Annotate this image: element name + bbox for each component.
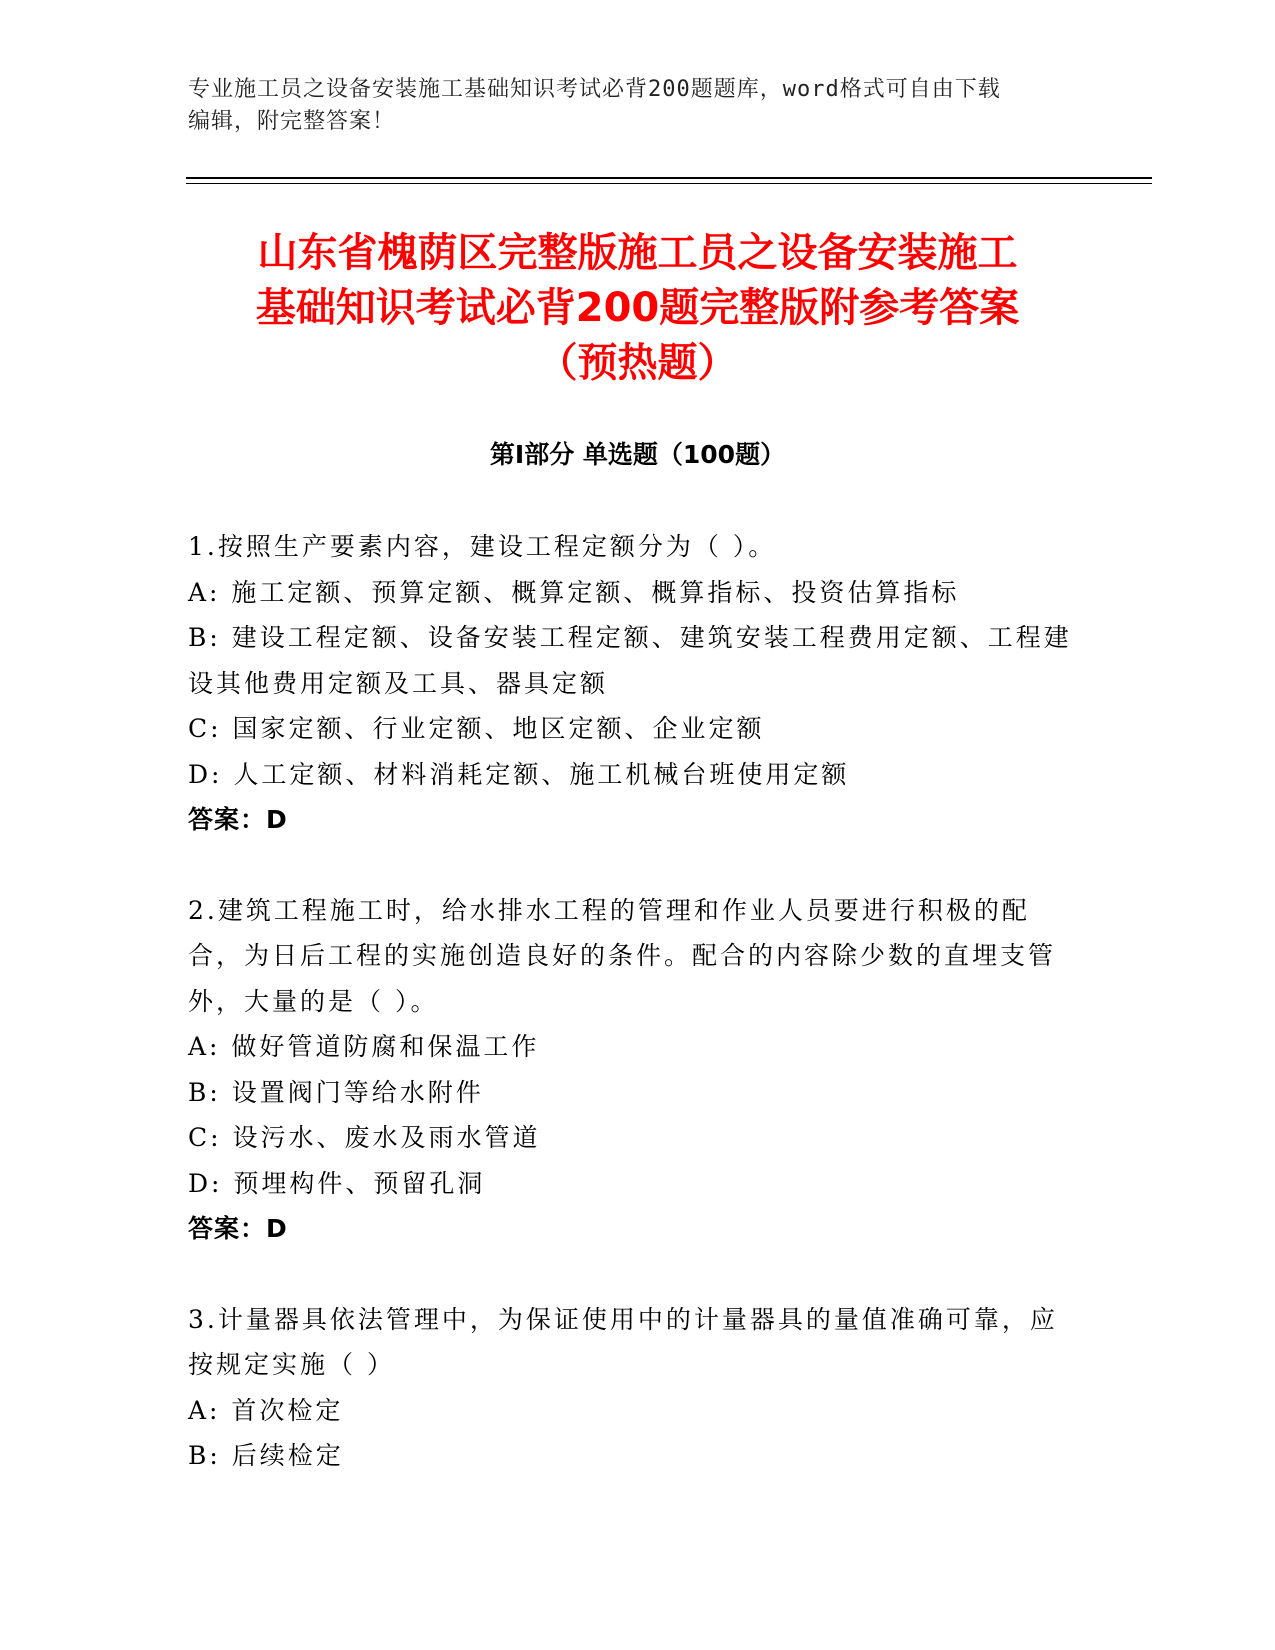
question-list [188,524,1078,1524]
question-item [188,524,1078,843]
question-option-c: C: 国家定额、行业定额、地区定额、企业定额 [188,714,765,743]
question-answer: 答案：D [188,805,288,834]
question-option-d: D: 预埋构件、预留孔洞 [188,1168,486,1198]
question-item [188,888,1078,1252]
question-option-b: B: 后续检定 [188,1441,344,1470]
question-stem: 1.按照生产要素内容，建设工程定额分为（ ）。 [188,532,777,561]
question-option-a: A: 施工定额、预算定额、概算定额、概算指标、投资估算指标 [188,577,960,607]
section-heading: 第Ⅰ部分 单选题（100题） [489,440,786,469]
question-stem: 3.计量器具依法管理中，为保证使用中的计量器具的量值准确可靠，应按规定实施（ ） [188,1304,1058,1379]
question-option-b: B: 设置阀门等给水附件 [188,1077,484,1107]
question-option-c: C: 设污水、废水及雨水管道 [188,1123,541,1152]
question-option-d: D: 人工定额、材料消耗定额、施工机械台班使用定额 [188,759,850,789]
document-title-line-2: 基础知识考试必背200题完整版附参考答案 [255,285,1020,331]
document-title-line-3: （预热题） [537,340,738,386]
document-title [140,226,1135,391]
header-divider-thin [186,183,1152,184]
question-answer: 答案：D [188,1214,288,1243]
question-option-a: A: 做好管道防腐和保温工作 [188,1032,540,1061]
header-divider-thick [186,177,1152,179]
header-note-line-2: 编辑，附完整答案！ [188,109,396,134]
document-title-line-1: 山东省槐荫区完整版施工员之设备安装施工 [257,230,1018,276]
header-note [188,74,1068,138]
question-option-a: A: 首次检定 [188,1395,344,1425]
question-stem: 2.建筑工程施工时，给水排水工程的管理和作业人员要进行积极的配合，为日后工程的实施创造良好的条件。配合的内容除少数的直埋支管外，大量的是（ ）。 [188,895,1057,1016]
header-note-line-1: 专业施工员之设备安装施工基础知识考试必背200题题库，word格式可自由下载 [188,77,1001,102]
question-item [188,1297,1078,1479]
question-option-b: B: 建设工程定额、设备安装工程定额、建筑安装工程费用定额、工程建设其他费用定额及工具、器具定额 [188,623,1072,698]
